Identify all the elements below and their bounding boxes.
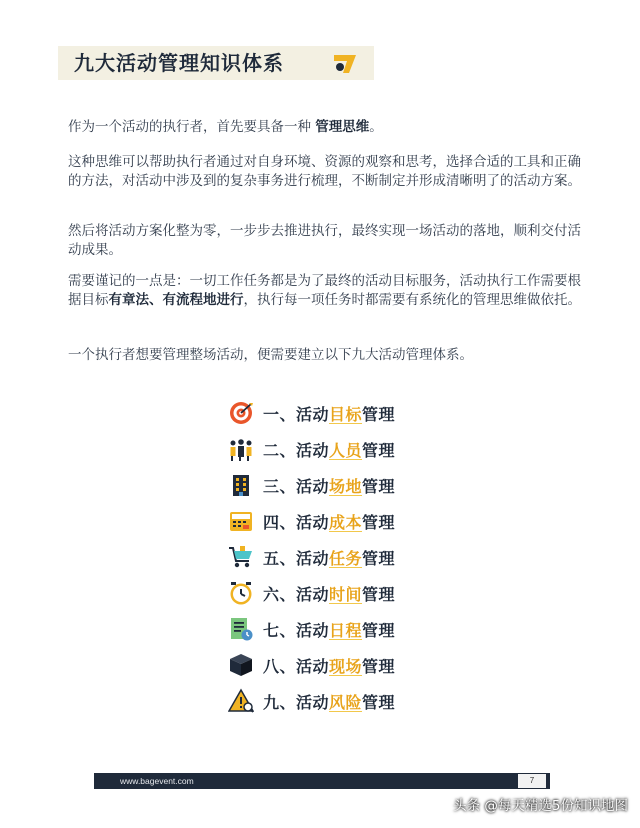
footer-url: www.bagevent.com	[120, 776, 194, 786]
page-title: 九大活动管理知识体系	[74, 51, 284, 75]
paragraph-conclusion: 一个执行者想要管理整场活动，便需要建立以下九大活动管理体系。	[68, 347, 473, 363]
target-icon	[228, 400, 254, 426]
clock-icon	[228, 580, 254, 606]
watermark: 头条 @每天精选5份知识地图	[453, 798, 628, 814]
paragraph-intro: 作为一个活动的执行者，首先要具备一种 管理思维。	[68, 119, 383, 135]
warning-icon	[228, 688, 254, 714]
list-item: 九、活动风险管理	[228, 686, 395, 716]
cash-register-icon	[228, 508, 254, 534]
list-item: 八、活动现场管理	[228, 650, 395, 680]
list-item: 六、活动时间管理	[228, 578, 395, 608]
list-item: 四、活动成本管理	[228, 506, 395, 536]
list-item: 二、活动人员管理	[228, 434, 395, 464]
paragraph-execution: 然后将活动方案化整为零，一步步去推进执行，最终实现一场活动的落地，顺利交付活动成果。	[68, 223, 581, 258]
people-icon	[228, 436, 254, 462]
paragraph-thinking: 这种思维可以帮助执行者通过对自身环境、资源的观察和思考，选择合适的工具和正确的方法，对活动中涉及到的复杂事务进行梳理，不断制定并形成清晰明了的活动方案。	[68, 154, 581, 189]
schedule-icon	[228, 616, 254, 642]
building-icon	[228, 472, 254, 498]
paragraph-note: 需要谨记的一点是：一切工作任务都是为了最终的活动目标服务，活动执行工作需要根据目标有章法、有流程地进行，执行每一项任务时都需要有系统化的管理思维做依托。	[68, 273, 581, 308]
list-item: 一、活动目标管理	[228, 398, 395, 428]
list-item: 七、活动日程管理	[228, 614, 395, 644]
logo-icon	[332, 52, 358, 76]
box-icon	[228, 652, 254, 678]
cart-icon	[228, 544, 254, 570]
list-item: 三、活动场地管理	[228, 470, 395, 500]
page-number: 7	[518, 774, 546, 788]
list-item: 五、活动任务管理	[228, 542, 395, 572]
